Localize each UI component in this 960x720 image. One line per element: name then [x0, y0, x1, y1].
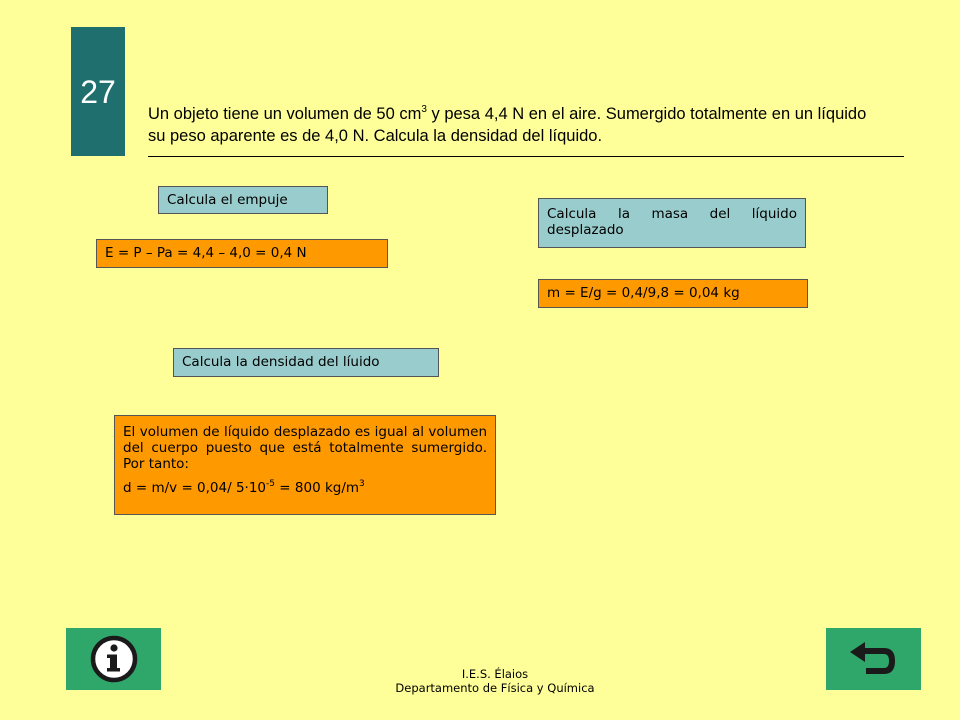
title-divider — [148, 156, 904, 157]
densidad-explanation-text: El volumen de líquido desplazado es igual al volumen del cuerpo puesto que está totalmente sumergido. Por tanto: — [123, 424, 487, 472]
problem-text-superscript: 3 — [421, 104, 427, 115]
problem-statement — [148, 103, 888, 147]
densidad-formula-unit-exponent: 3 — [359, 479, 365, 489]
empuje-answer-box — [96, 239, 388, 268]
problem-number-block — [71, 27, 125, 156]
empuje-prompt-label: Calcula el empuje — [167, 192, 288, 208]
empuje-prompt-box[interactable] — [158, 186, 328, 214]
densidad-prompt-label: Calcula la densidad del líuido — [182, 354, 380, 370]
problem-text-part-2: y pesa 4,4 N en el aire. Sumergido totalmente en un líquido su peso aparente es de 4,0 N. Calcula la densidad del líquido. — [148, 105, 867, 145]
masa-prompt-label: Calcula la masa del líquido desplazado — [547, 206, 797, 238]
footer — [0, 667, 960, 695]
densidad-prompt-box[interactable] — [173, 348, 439, 377]
masa-prompt-box[interactable] — [538, 198, 806, 248]
problem-number: 27 — [80, 73, 116, 110]
densidad-formula — [123, 480, 487, 496]
densidad-answer-box — [114, 415, 496, 515]
masa-answer-box — [538, 279, 808, 308]
footer-department: Departamento de Física y Química — [395, 681, 595, 695]
densidad-formula-part-1: d = m/v = 0,04/ 5·10 — [123, 480, 267, 496]
problem-text-part-1: Un objeto tiene un volumen de 50 cm — [148, 105, 422, 123]
densidad-formula-exponent: -5 — [266, 479, 275, 489]
footer-school: I.E.S. Élaios — [461, 667, 529, 681]
densidad-formula-part-2: = 800 kg/m — [275, 480, 360, 496]
masa-answer-text: m = E/g = 0,4/9,8 = 0,04 kg — [547, 285, 740, 301]
empuje-answer-text: E = P – Pa = 4,4 – 4,0 = 0,4 N — [105, 245, 307, 261]
